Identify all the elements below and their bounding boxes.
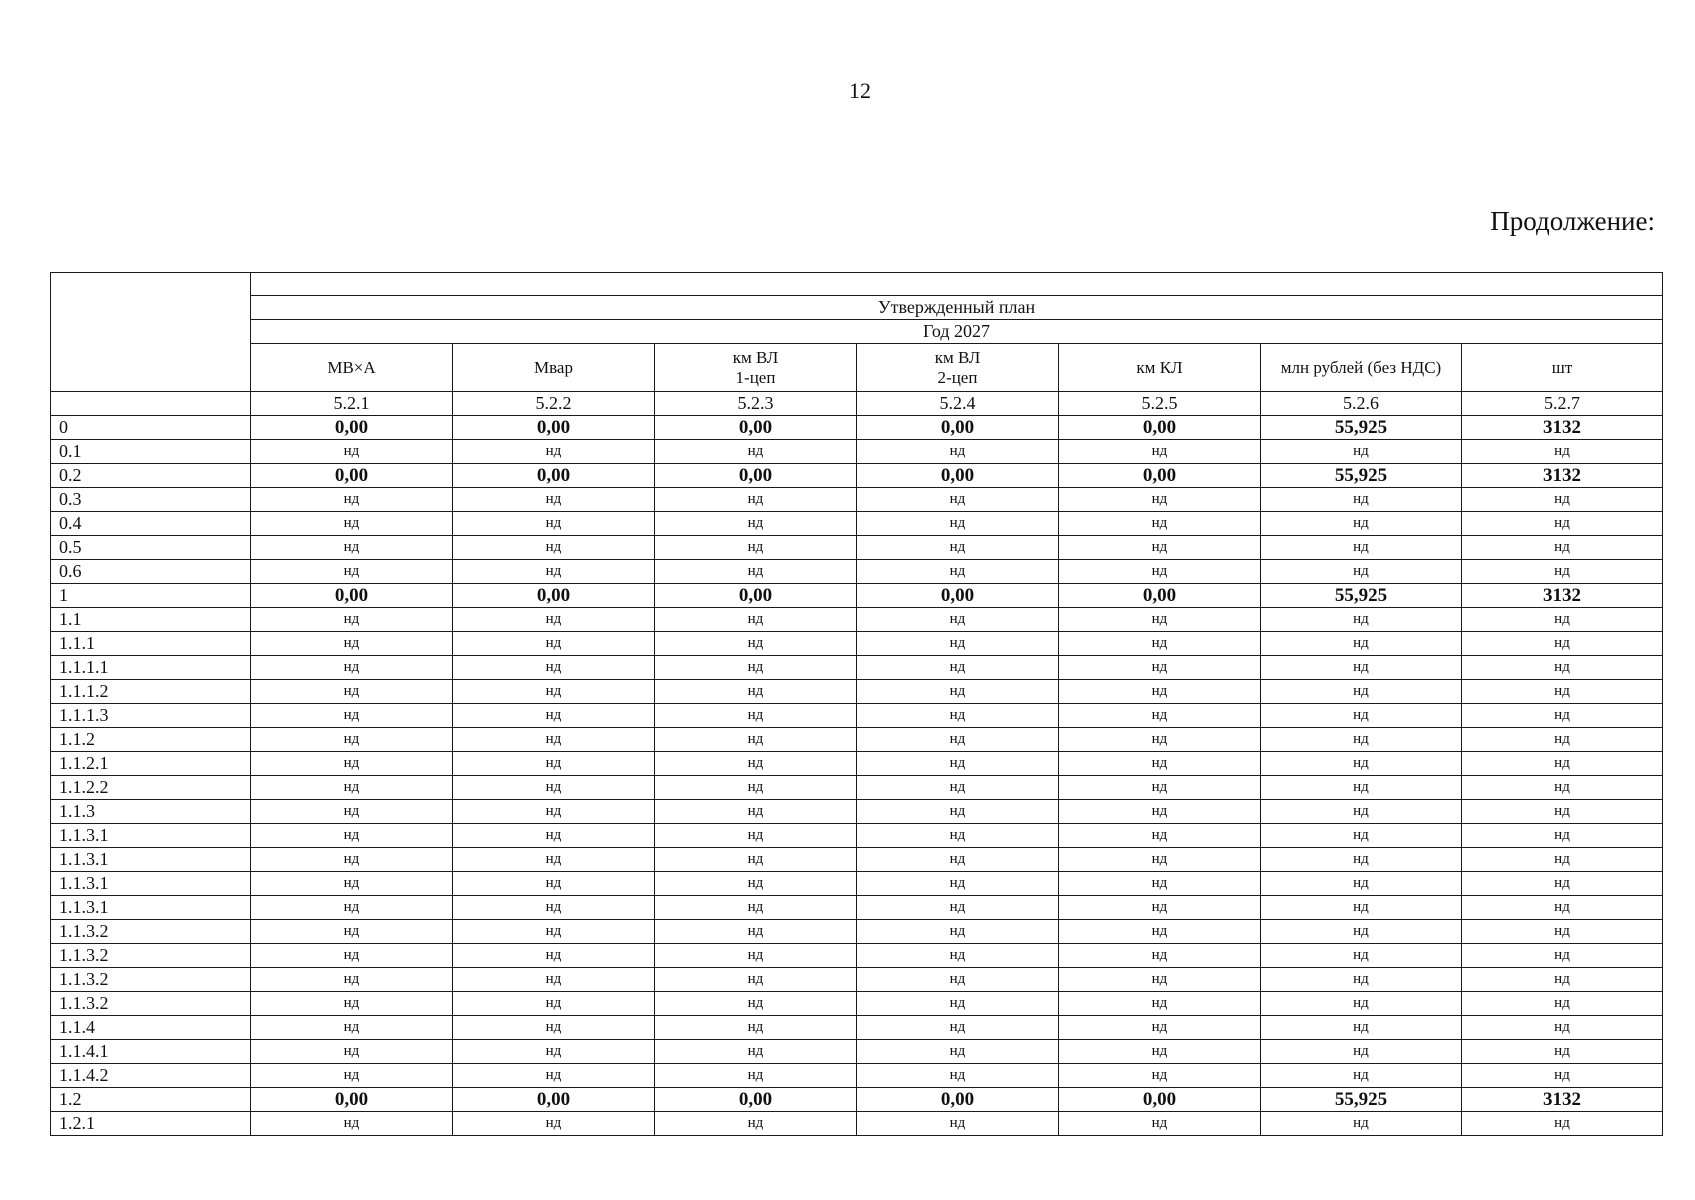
value-cell: нд xyxy=(453,848,655,872)
value-cell: нд xyxy=(1462,632,1663,656)
value-cell: нд xyxy=(1462,680,1663,704)
value-cell: нд xyxy=(1059,1040,1261,1064)
value-cell: нд xyxy=(453,1016,655,1040)
value-cell: нд xyxy=(857,560,1059,584)
table-row xyxy=(51,896,1663,920)
value-cell: нд xyxy=(1462,560,1663,584)
value-cell: нд xyxy=(1462,800,1663,824)
value-cell: нд xyxy=(1261,1064,1462,1088)
value-cell: нд xyxy=(857,752,1059,776)
value-cell: нд xyxy=(857,800,1059,824)
value-cell: нд xyxy=(857,632,1059,656)
value-cell: нд xyxy=(251,1016,453,1040)
value-cell: нд xyxy=(1462,968,1663,992)
value-cell: 0,00 xyxy=(857,464,1059,488)
value-cell: нд xyxy=(453,824,655,848)
value-cell: нд xyxy=(857,1112,1059,1136)
table-row xyxy=(51,824,1663,848)
value-cell: нд xyxy=(1059,824,1261,848)
value-cell: нд xyxy=(857,1040,1059,1064)
value-cell: нд xyxy=(453,1040,655,1064)
value-cell: 0,00 xyxy=(251,1088,453,1112)
value-cell: нд xyxy=(655,488,857,512)
value-cell: нд xyxy=(1261,800,1462,824)
value-cell: нд xyxy=(1462,440,1663,464)
value-cell: нд xyxy=(655,536,857,560)
value-cell: 3132 xyxy=(1462,1088,1663,1112)
value-cell: нд xyxy=(1261,824,1462,848)
row-code-cell: 1.1.3 xyxy=(51,800,251,824)
value-cell: нд xyxy=(1059,944,1261,968)
row-code-cell: 1.1.4.2 xyxy=(51,1064,251,1088)
value-cell: нд xyxy=(1462,944,1663,968)
value-cell: нд xyxy=(251,440,453,464)
value-cell: нд xyxy=(655,896,857,920)
table-row xyxy=(51,512,1663,536)
value-cell: нд xyxy=(251,1064,453,1088)
value-cell: нд xyxy=(1462,608,1663,632)
value-cell: нд xyxy=(857,440,1059,464)
value-cell: нд xyxy=(655,728,857,752)
header-row-plan xyxy=(51,296,1663,320)
value-cell: нд xyxy=(1059,800,1261,824)
value-cell: нд xyxy=(453,992,655,1016)
value-cell: нд xyxy=(655,872,857,896)
value-cell: нд xyxy=(1059,632,1261,656)
value-cell: нд xyxy=(251,944,453,968)
continuation-label: Продолжение: xyxy=(1490,206,1655,236)
row-code-cell: 1.1.1.2 xyxy=(51,680,251,704)
value-cell: нд xyxy=(1059,608,1261,632)
value-cell: нд xyxy=(1462,848,1663,872)
value-cell: нд xyxy=(453,440,655,464)
value-cell: нд xyxy=(1261,1040,1462,1064)
row-code-cell: 1.1.3.2 xyxy=(51,920,251,944)
value-cell: нд xyxy=(1059,440,1261,464)
value-cell: нд xyxy=(857,824,1059,848)
table-row xyxy=(51,680,1663,704)
value-cell: 55,925 xyxy=(1261,416,1462,440)
value-cell: 0,00 xyxy=(251,416,453,440)
table-row xyxy=(51,992,1663,1016)
table-row xyxy=(51,920,1663,944)
unit-header-cell: км КЛ xyxy=(1059,344,1261,392)
value-cell: нд xyxy=(251,776,453,800)
value-cell: нд xyxy=(857,656,1059,680)
value-cell: 0,00 xyxy=(453,464,655,488)
value-cell: 0,00 xyxy=(857,1088,1059,1112)
column-number-cell: 5.2.5 xyxy=(1059,392,1261,416)
row-code-cell: 1.1.3.1 xyxy=(51,848,251,872)
value-cell: нд xyxy=(1059,992,1261,1016)
value-cell: 3132 xyxy=(1462,416,1663,440)
value-cell: нд xyxy=(857,536,1059,560)
value-cell: нд xyxy=(453,704,655,728)
value-cell: нд xyxy=(1261,632,1462,656)
header-year-label: Год 2027 xyxy=(251,320,1663,344)
value-cell: нд xyxy=(1261,488,1462,512)
value-cell: нд xyxy=(1462,488,1663,512)
value-cell: 0,00 xyxy=(857,416,1059,440)
value-cell: нд xyxy=(1059,896,1261,920)
table-row xyxy=(51,536,1663,560)
value-cell: нд xyxy=(655,704,857,728)
header-top-blank-cell xyxy=(251,273,1663,296)
value-cell: нд xyxy=(857,992,1059,1016)
value-cell: нд xyxy=(453,800,655,824)
column-number-cell: 5.2.6 xyxy=(1261,392,1462,416)
row-code-cell: 0.4 xyxy=(51,512,251,536)
value-cell: нд xyxy=(251,608,453,632)
value-cell: нд xyxy=(1261,920,1462,944)
table-row xyxy=(51,848,1663,872)
row-code-cell: 0.2 xyxy=(51,464,251,488)
value-cell: нд xyxy=(1261,752,1462,776)
value-cell: нд xyxy=(453,488,655,512)
value-cell: нд xyxy=(1261,560,1462,584)
value-cell: нд xyxy=(251,728,453,752)
value-cell: нд xyxy=(251,704,453,728)
value-cell: нд xyxy=(1261,776,1462,800)
value-cell: нд xyxy=(857,1016,1059,1040)
value-cell: нд xyxy=(251,512,453,536)
table-row xyxy=(51,1088,1663,1112)
value-cell: 0,00 xyxy=(453,1088,655,1112)
value-cell: нд xyxy=(655,968,857,992)
value-cell: нд xyxy=(1462,920,1663,944)
value-cell: 0,00 xyxy=(655,584,857,608)
value-cell: нд xyxy=(655,920,857,944)
value-cell: нд xyxy=(453,896,655,920)
value-cell: нд xyxy=(1261,968,1462,992)
value-cell: нд xyxy=(1462,752,1663,776)
value-cell: нд xyxy=(655,992,857,1016)
table-row xyxy=(51,752,1663,776)
value-cell: нд xyxy=(1261,536,1462,560)
value-cell: нд xyxy=(453,608,655,632)
header-plan-label: Утвержденный план xyxy=(251,296,1663,320)
table-row xyxy=(51,1040,1663,1064)
value-cell: нд xyxy=(251,560,453,584)
value-cell: нд xyxy=(857,728,1059,752)
value-cell: нд xyxy=(1261,944,1462,968)
table-row xyxy=(51,584,1663,608)
value-cell: нд xyxy=(655,1016,857,1040)
unit-header-cell: км ВЛ 2-цеп xyxy=(857,344,1059,392)
table-row xyxy=(51,416,1663,440)
row-code-cell: 0.1 xyxy=(51,440,251,464)
value-cell: нд xyxy=(251,896,453,920)
value-cell: нд xyxy=(1261,512,1462,536)
value-cell: нд xyxy=(1059,536,1261,560)
value-cell: нд xyxy=(655,800,857,824)
table-row xyxy=(51,776,1663,800)
value-cell: 0,00 xyxy=(1059,584,1261,608)
value-cell: 3132 xyxy=(1462,464,1663,488)
header-corner-cell xyxy=(51,273,251,392)
table-row xyxy=(51,1112,1663,1136)
row-code-cell: 1.1.3.2 xyxy=(51,944,251,968)
value-cell: нд xyxy=(251,920,453,944)
row-code-cell: 1 xyxy=(51,584,251,608)
table-row xyxy=(51,1064,1663,1088)
header-row-year xyxy=(51,320,1663,344)
page-number: 12 xyxy=(849,78,871,103)
row-code-cell: 1.1 xyxy=(51,608,251,632)
value-cell: нд xyxy=(655,1064,857,1088)
value-cell: нд xyxy=(655,608,857,632)
value-cell: нд xyxy=(655,632,857,656)
value-cell: нд xyxy=(1059,920,1261,944)
value-cell: нд xyxy=(251,632,453,656)
value-cell: нд xyxy=(1059,728,1261,752)
value-cell: нд xyxy=(857,944,1059,968)
table-row xyxy=(51,608,1663,632)
table-row xyxy=(51,560,1663,584)
value-cell: 0,00 xyxy=(251,464,453,488)
value-cell: нд xyxy=(251,824,453,848)
row-code-cell: 1.2.1 xyxy=(51,1112,251,1136)
row-code-cell: 0 xyxy=(51,416,251,440)
value-cell: нд xyxy=(1462,872,1663,896)
row-code-cell: 1.2 xyxy=(51,1088,251,1112)
value-cell: нд xyxy=(453,1064,655,1088)
value-cell: нд xyxy=(1059,488,1261,512)
value-cell: нд xyxy=(453,512,655,536)
table-row xyxy=(51,632,1663,656)
value-cell: нд xyxy=(453,680,655,704)
value-cell: 0,00 xyxy=(453,416,655,440)
value-cell: нд xyxy=(251,752,453,776)
value-cell: нд xyxy=(1059,680,1261,704)
value-cell: 55,925 xyxy=(1261,584,1462,608)
value-cell: 3132 xyxy=(1462,584,1663,608)
value-cell: нд xyxy=(857,608,1059,632)
value-cell: нд xyxy=(1261,1016,1462,1040)
value-cell: нд xyxy=(251,872,453,896)
value-cell: нд xyxy=(655,680,857,704)
value-cell: нд xyxy=(1462,824,1663,848)
value-cell: нд xyxy=(655,776,857,800)
value-cell: нд xyxy=(453,872,655,896)
value-cell: нд xyxy=(453,968,655,992)
value-cell: нд xyxy=(1462,536,1663,560)
value-cell: нд xyxy=(1261,848,1462,872)
value-cell: 0,00 xyxy=(857,584,1059,608)
value-cell: нд xyxy=(1059,848,1261,872)
row-code-cell: 1.1.3.2 xyxy=(51,968,251,992)
row-code-cell: 1.1.4 xyxy=(51,1016,251,1040)
table-row xyxy=(51,488,1663,512)
value-cell: нд xyxy=(453,1112,655,1136)
column-number-cell: 5.2.2 xyxy=(453,392,655,416)
table-row xyxy=(51,800,1663,824)
value-cell: нд xyxy=(1059,1112,1261,1136)
value-cell: нд xyxy=(857,848,1059,872)
value-cell: нд xyxy=(857,1064,1059,1088)
value-cell: нд xyxy=(857,920,1059,944)
value-cell: нд xyxy=(1462,1112,1663,1136)
value-cell: нд xyxy=(1462,704,1663,728)
value-cell: нд xyxy=(1261,728,1462,752)
value-cell: нд xyxy=(655,824,857,848)
column-number-cell: 5.2.7 xyxy=(1462,392,1663,416)
table-row xyxy=(51,872,1663,896)
value-cell: нд xyxy=(453,776,655,800)
column-number-cell: 5.2.3 xyxy=(655,392,857,416)
table-row xyxy=(51,944,1663,968)
row-code-cell: 1.1.4.1 xyxy=(51,1040,251,1064)
value-cell: нд xyxy=(1059,872,1261,896)
value-cell: нд xyxy=(453,560,655,584)
value-cell: нд xyxy=(251,536,453,560)
value-cell: нд xyxy=(453,656,655,680)
row-code-cell: 1.1.1 xyxy=(51,632,251,656)
value-cell: нд xyxy=(1462,1016,1663,1040)
value-cell: нд xyxy=(453,944,655,968)
value-cell: нд xyxy=(1261,896,1462,920)
value-cell: нд xyxy=(453,728,655,752)
value-cell: нд xyxy=(1261,608,1462,632)
value-cell: нд xyxy=(1462,1064,1663,1088)
value-cell: 55,925 xyxy=(1261,464,1462,488)
value-cell: нд xyxy=(1462,896,1663,920)
value-cell: нд xyxy=(857,512,1059,536)
table-row xyxy=(51,656,1663,680)
row-code-cell: 1.1.2.1 xyxy=(51,752,251,776)
value-cell: нд xyxy=(251,488,453,512)
value-cell: нд xyxy=(655,512,857,536)
value-cell: нд xyxy=(857,776,1059,800)
table-row xyxy=(51,704,1663,728)
value-cell: нд xyxy=(1059,704,1261,728)
value-cell: 0,00 xyxy=(251,584,453,608)
value-cell: нд xyxy=(1462,728,1663,752)
value-cell: нд xyxy=(1261,440,1462,464)
value-cell: нд xyxy=(1059,512,1261,536)
value-cell: нд xyxy=(655,848,857,872)
value-cell: нд xyxy=(1261,1112,1462,1136)
plan-table-body xyxy=(51,273,1663,1136)
value-cell: нд xyxy=(857,680,1059,704)
value-cell: нд xyxy=(1261,680,1462,704)
header-row-blank xyxy=(51,273,1663,296)
table-row xyxy=(51,968,1663,992)
value-cell: нд xyxy=(655,944,857,968)
row-code-cell: 1.1.2.2 xyxy=(51,776,251,800)
row-code-cell: 1.1.1.1 xyxy=(51,656,251,680)
value-cell: нд xyxy=(453,536,655,560)
unit-header-cell: шт xyxy=(1462,344,1663,392)
table-row xyxy=(51,728,1663,752)
value-cell: нд xyxy=(655,656,857,680)
header-row-units xyxy=(51,344,1663,392)
row-code-cell: 1.1.3.1 xyxy=(51,872,251,896)
column-number-cell: 5.2.4 xyxy=(857,392,1059,416)
table-row xyxy=(51,1016,1663,1040)
row-code-cell: 1.1.1.3 xyxy=(51,704,251,728)
column-number-row xyxy=(51,392,1663,416)
value-cell: нд xyxy=(1059,1016,1261,1040)
row-code-cell: 1.1.3.1 xyxy=(51,896,251,920)
value-cell: нд xyxy=(251,848,453,872)
value-cell: нд xyxy=(1059,560,1261,584)
value-cell: нд xyxy=(453,752,655,776)
value-cell: 0,00 xyxy=(655,464,857,488)
value-cell: 0,00 xyxy=(453,584,655,608)
value-cell: 0,00 xyxy=(1059,464,1261,488)
value-cell: нд xyxy=(655,752,857,776)
value-cell: 0,00 xyxy=(655,416,857,440)
value-cell: нд xyxy=(251,1040,453,1064)
value-cell: нд xyxy=(453,632,655,656)
value-cell: нд xyxy=(1059,776,1261,800)
unit-header-cell: км ВЛ 1-цеп xyxy=(655,344,857,392)
value-cell: нд xyxy=(857,872,1059,896)
row-code-cell: 0.3 xyxy=(51,488,251,512)
value-cell: нд xyxy=(1462,1040,1663,1064)
value-cell: 0,00 xyxy=(1059,1088,1261,1112)
row-code-cell: 1.1.3.1 xyxy=(51,824,251,848)
value-cell: нд xyxy=(655,440,857,464)
value-cell: нд xyxy=(1261,656,1462,680)
value-cell: нд xyxy=(655,1040,857,1064)
value-cell: нд xyxy=(1059,1064,1261,1088)
value-cell: 55,925 xyxy=(1261,1088,1462,1112)
value-cell: нд xyxy=(1261,704,1462,728)
table-row xyxy=(51,440,1663,464)
value-cell: нд xyxy=(251,800,453,824)
value-cell: нд xyxy=(251,968,453,992)
value-cell: нд xyxy=(251,992,453,1016)
value-cell: нд xyxy=(655,1112,857,1136)
value-cell: нд xyxy=(1059,968,1261,992)
row-code-cell: 1.1.3.2 xyxy=(51,992,251,1016)
unit-header-cell: МВ×А xyxy=(251,344,453,392)
column-number-cell: 5.2.1 xyxy=(251,392,453,416)
plan-table xyxy=(50,272,1663,1136)
value-cell: нд xyxy=(1059,656,1261,680)
row-code-cell: 1.1.2 xyxy=(51,728,251,752)
value-cell: нд xyxy=(251,656,453,680)
value-cell: нд xyxy=(857,968,1059,992)
value-cell: нд xyxy=(1059,752,1261,776)
row-code-cell: 0.6 xyxy=(51,560,251,584)
row-code-cell: 0.5 xyxy=(51,536,251,560)
table-row xyxy=(51,464,1663,488)
value-cell: нд xyxy=(857,488,1059,512)
value-cell: нд xyxy=(655,560,857,584)
value-cell: 0,00 xyxy=(655,1088,857,1112)
value-cell: нд xyxy=(1462,776,1663,800)
value-cell: нд xyxy=(1462,512,1663,536)
value-cell: нд xyxy=(251,680,453,704)
unit-header-cell: Мвар xyxy=(453,344,655,392)
value-cell: нд xyxy=(1261,992,1462,1016)
unit-header-cell: млн рублей (без НДС) xyxy=(1261,344,1462,392)
value-cell: нд xyxy=(453,920,655,944)
value-cell: нд xyxy=(1462,992,1663,1016)
value-cell: 0,00 xyxy=(1059,416,1261,440)
value-cell: нд xyxy=(1261,872,1462,896)
value-cell: нд xyxy=(251,1112,453,1136)
value-cell: нд xyxy=(857,704,1059,728)
value-cell: нд xyxy=(1462,656,1663,680)
column-number-blank xyxy=(51,392,251,416)
value-cell: нд xyxy=(857,896,1059,920)
